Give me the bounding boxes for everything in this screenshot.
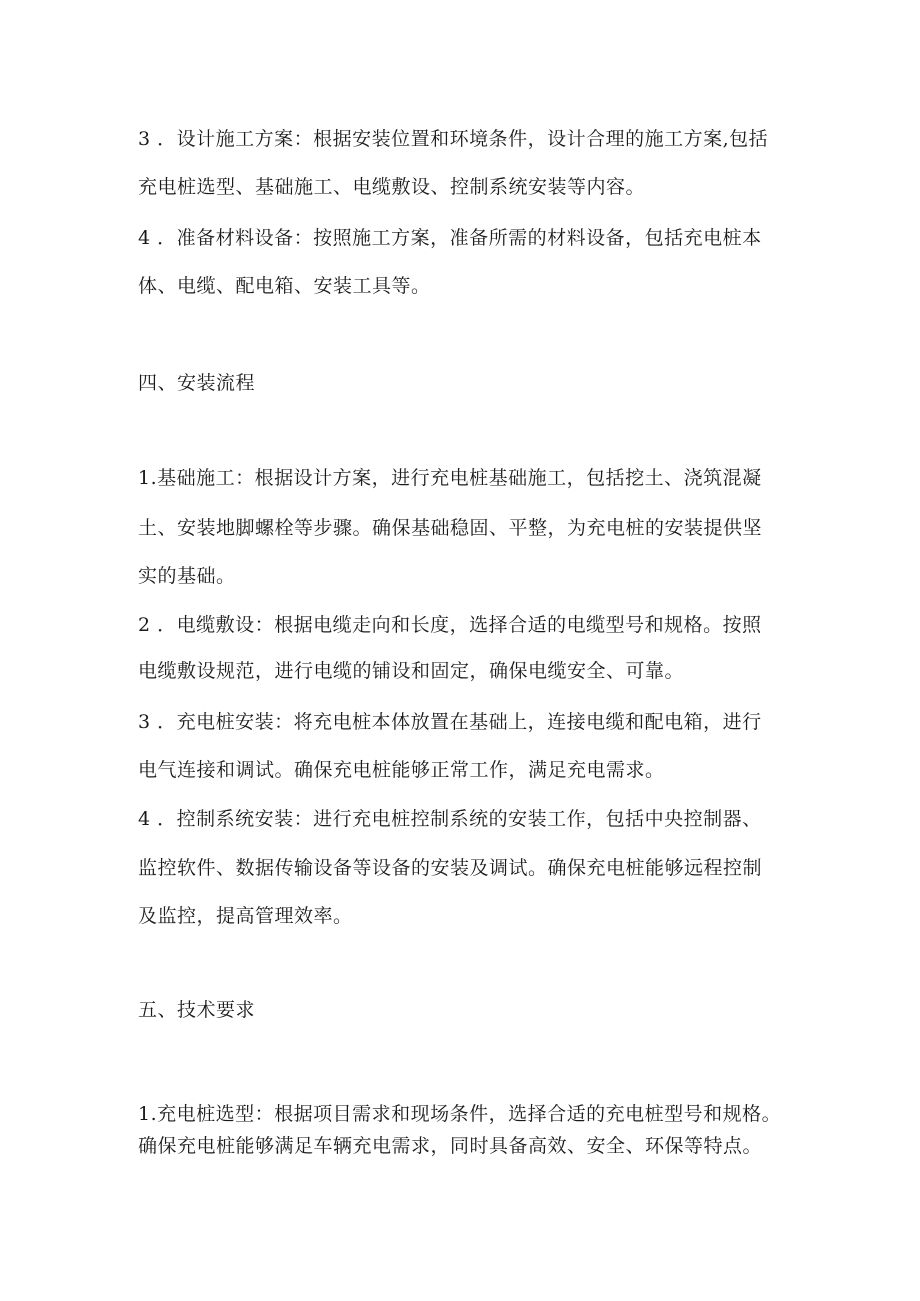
paragraph-line: 3 ．设计施工方案：根据安装位置和环境条件，设计合理的施工方案,包括 xyxy=(138,128,769,150)
paragraph-line: 电缆敷设规范，进行电缆的铺设和固定，确保电缆安全、可靠。 xyxy=(138,660,685,682)
section-heading: 四、安装流程 xyxy=(138,372,256,394)
paragraph-line: 实的基础。 xyxy=(138,565,236,587)
paragraph-line: 确保充电桩能够满足车辆充电需求，同时具备高效、安全、环保等特点。 xyxy=(138,1135,763,1157)
paragraph-line: 2 ．电缆敷设：根据电缆走向和长度，选择合适的电缆型号和规格。按照 xyxy=(138,614,762,636)
paragraph-line: 3 ．充电桩安装：将充电桩本体放置在基础上，连接电缆和配电箱，进行 xyxy=(138,711,762,733)
paragraph-line: 及监控，提高管理效率。 xyxy=(138,905,353,927)
paragraph-line: 1.充电桩选型：根据项目需求和现场条件，选择合适的充电桩型号和规格。 xyxy=(138,1103,782,1125)
paragraph-line: 充电桩选型、基础施工、电缆敷设、控制系统安装等内容。 xyxy=(138,176,646,198)
paragraph-line: 1.基础施工：根据设计方案，进行充电桩基础施工，包括挖土、浇筑混凝 xyxy=(138,467,762,489)
paragraph-line: 电气连接和调试。确保充电桩能够正常工作，满足充电需求。 xyxy=(138,759,665,781)
section-heading: 五、技术要求 xyxy=(138,999,256,1021)
paragraph-line: 4 ．准备材料设备：按照施工方案，准备所需的材料设备，包括充电桩本 xyxy=(138,227,762,249)
paragraph-line: 体、电缆、配电箱、安装工具等。 xyxy=(138,275,431,297)
paragraph-line: 监控软件、数据传输设备等设备的安装及调试。确保充电桩能够远程控制 xyxy=(138,857,763,879)
paragraph-line: 土、安装地脚螺栓等步骤。确保基础稳固、平整，为充电桩的安装提供坚 xyxy=(138,517,763,539)
paragraph-line: 4 ．控制系统安装：进行充电桩控制系统的安装工作，包括中央控制器、 xyxy=(138,808,762,830)
